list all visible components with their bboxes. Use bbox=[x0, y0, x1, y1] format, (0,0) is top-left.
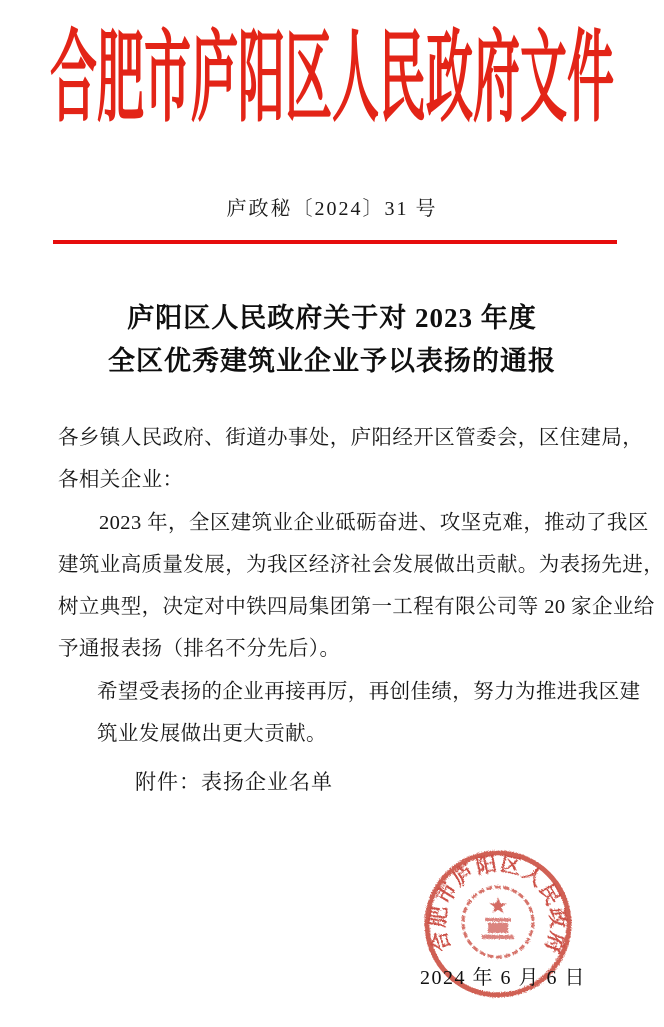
body-line: 希望受表扬的企业再接再厉，再创佳绩，努力为推进我区建 bbox=[97, 680, 641, 703]
body-line: 各乡镇人民政府、街道办事处，庐阳经开区管委会，区住建局， bbox=[58, 427, 644, 449]
body-line: 予通报表扬（排名不分先后）。 bbox=[58, 638, 341, 661]
body-line: 2023 年，全区建筑业企业砥砺奋进、攻坚克难，推动了我区 bbox=[99, 511, 649, 534]
body-line: 建筑业高质量发展，为我区经济社会发展做出贡献。为表扬先进， bbox=[58, 553, 664, 576]
doc-title bbox=[0, 297, 664, 383]
body-text bbox=[58, 417, 664, 755]
doc-number: 庐政秘〔2024〕31 号 bbox=[226, 198, 438, 220]
emblem-gate bbox=[482, 918, 514, 939]
seal-ring-text: 合肥市庐阳区人民政府 bbox=[427, 853, 569, 957]
body-line: 各相关企业： bbox=[58, 469, 184, 492]
doc-title-line2: 全区优秀建筑业企业予以表扬的通报 bbox=[108, 346, 556, 376]
letterhead bbox=[0, 22, 664, 136]
official-seal bbox=[398, 826, 598, 1026]
issue-date: 2024 年 6 月 6 日 bbox=[420, 967, 586, 989]
body-line: 筑业发展做出更大贡献。 bbox=[97, 723, 327, 746]
attachment-note: 附件：表扬企业名单 bbox=[135, 770, 333, 794]
red-divider bbox=[53, 240, 617, 244]
letterhead-title: 合肥市庐阳区人民政府文件 bbox=[50, 23, 614, 134]
body-line: 树立典型，决定对中铁四局集团第一工程有限公司等 20 家企业给 bbox=[58, 596, 655, 619]
emblem-star-icon bbox=[489, 897, 506, 913]
doc-title-line1: 庐阳区人民政府关于对 2023 年度 bbox=[127, 303, 537, 333]
